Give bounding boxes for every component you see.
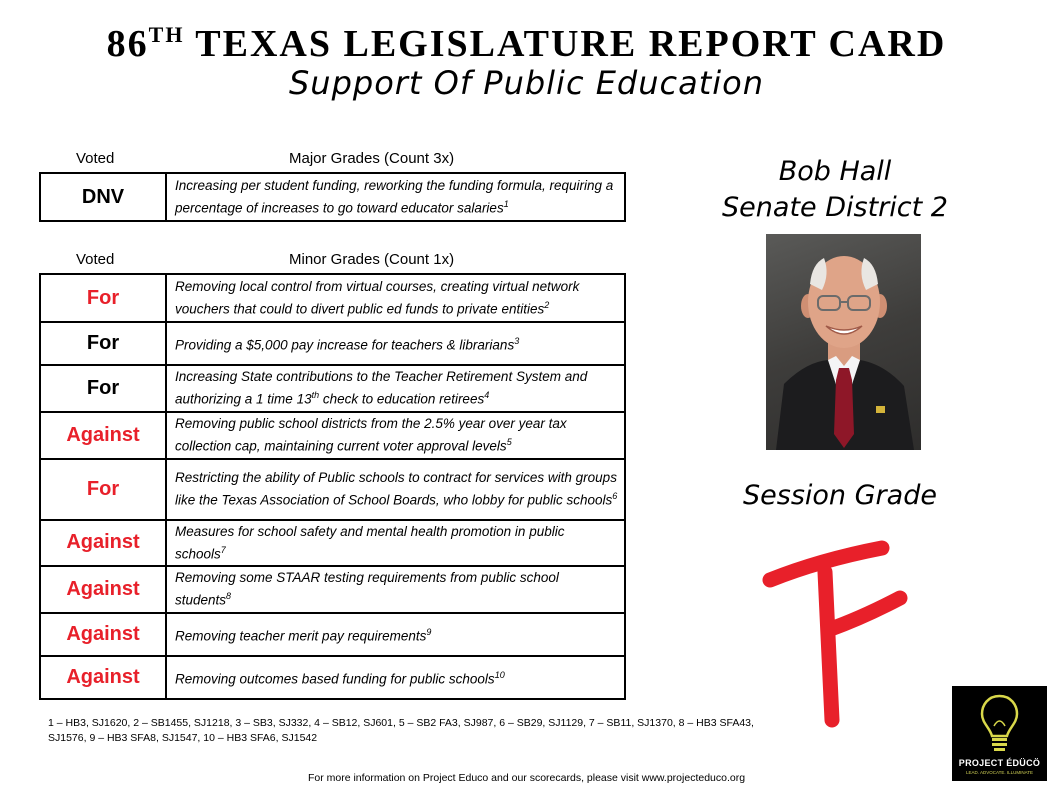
bill-description: Increasing per student funding, reworking the funding formula, requiring a percentage of increases to go toward educator salaries$^1$: [166, 173, 625, 221]
major-grades-table: [39, 172, 626, 222]
bill-description: Removing local control from virtual courses, creating virtual network vouchers that could to divert public ed funds to private entities$^2$: [166, 274, 625, 322]
page-subtitle: Support Of Public Education: [288, 64, 765, 102]
vote-cell: For: [40, 322, 166, 365]
portrait-illustration: [766, 234, 921, 450]
vote-cell: Against: [40, 613, 166, 656]
legislator-photo: [766, 234, 921, 450]
logo-name: PROJECT ÉDÜCÖ: [958, 758, 1041, 768]
table-row: [40, 566, 625, 613]
vote-cell: For: [40, 459, 166, 520]
table-row: [40, 412, 625, 459]
table-row: [40, 274, 625, 322]
bill-description: Removing teacher merit pay requirements$^9$: [166, 613, 625, 656]
vote-cell: Against: [40, 566, 166, 613]
vote-cell: Against: [40, 520, 166, 567]
project-educo-logo: [952, 686, 1047, 781]
bill-description: Measures for school safety and mental health promotion in public schools$^7$: [166, 520, 625, 567]
bill-description: Restricting the ability of Public schools to contract for services with groups like the Texas Association of School Boards, who lobby for public schools$^6$: [166, 459, 625, 520]
minor-voted-header: Voted: [76, 251, 115, 268]
bill-description: Removing outcomes based funding for public schools$^{10}$: [166, 656, 625, 699]
minor-grades-table: [39, 273, 626, 700]
table-row: [40, 613, 625, 656]
bill-description: Removing some STAAR testing requirements from public school students$^8$: [166, 566, 625, 613]
footer-text: For more information on Project Educo and our scorecards, please visit www.projecteduco.org: [307, 772, 746, 784]
handwritten-grade-f: [750, 528, 920, 728]
vote-cell: DNV: [40, 173, 166, 221]
lightbulb-icon: [952, 686, 1047, 758]
session-grade-letter: [750, 528, 920, 728]
vote-cell: For: [40, 274, 166, 322]
major-voted-header: Voted: [76, 150, 115, 167]
bill-description: Removing public school districts from the 2.5% year over year tax collection cap, maintaining current voter approval levels$^5$: [166, 412, 625, 459]
vote-cell: Against: [40, 656, 166, 699]
session-grade-label: Session Grade: [743, 480, 937, 511]
table-row: [40, 322, 625, 365]
table-row: [40, 173, 625, 221]
table-row: [40, 520, 625, 567]
major-grades-header: Major Grades (Count 3x): [289, 150, 455, 167]
bill-description: Increasing State contributions to the Teacher Retirement System and authorizing a 1 time 13th check to education retirees$^4$: [166, 365, 625, 412]
footnotes: 1 – HB3, SJ1620, 2 – SB1455, SJ1218, 3 – SB3, SJ332, 4 – SB12, SJ601, 5 – SB2 FA3, SJ987, 6 – SB29, SJ1129, 7 – SB11, SJ1370, 8 – HB3 SFA43, SJ1576, 9 – HB3 SFA8, SJ1547, 10 – HB3 SFA6, SJ1542: [48, 717, 754, 744]
table-row: [40, 365, 625, 412]
logo-tagline: LEAD. ADVOCATE. ILLUMINATE: [965, 770, 1034, 775]
table-row: [40, 656, 625, 699]
legislator-name: Bob Hall: [778, 156, 892, 187]
page-title: 86TH TEXAS LEGISLATURE REPORT CARD: [106, 22, 947, 65]
table-row: [40, 459, 625, 520]
vote-cell: Against: [40, 412, 166, 459]
vote-cell: For: [40, 365, 166, 412]
minor-grades-header: Minor Grades (Count 1x): [289, 251, 455, 268]
legislator-district: Senate District 2: [722, 192, 948, 223]
bill-description: Providing a $5,000 pay increase for teachers & librarians$^3$: [166, 322, 625, 365]
